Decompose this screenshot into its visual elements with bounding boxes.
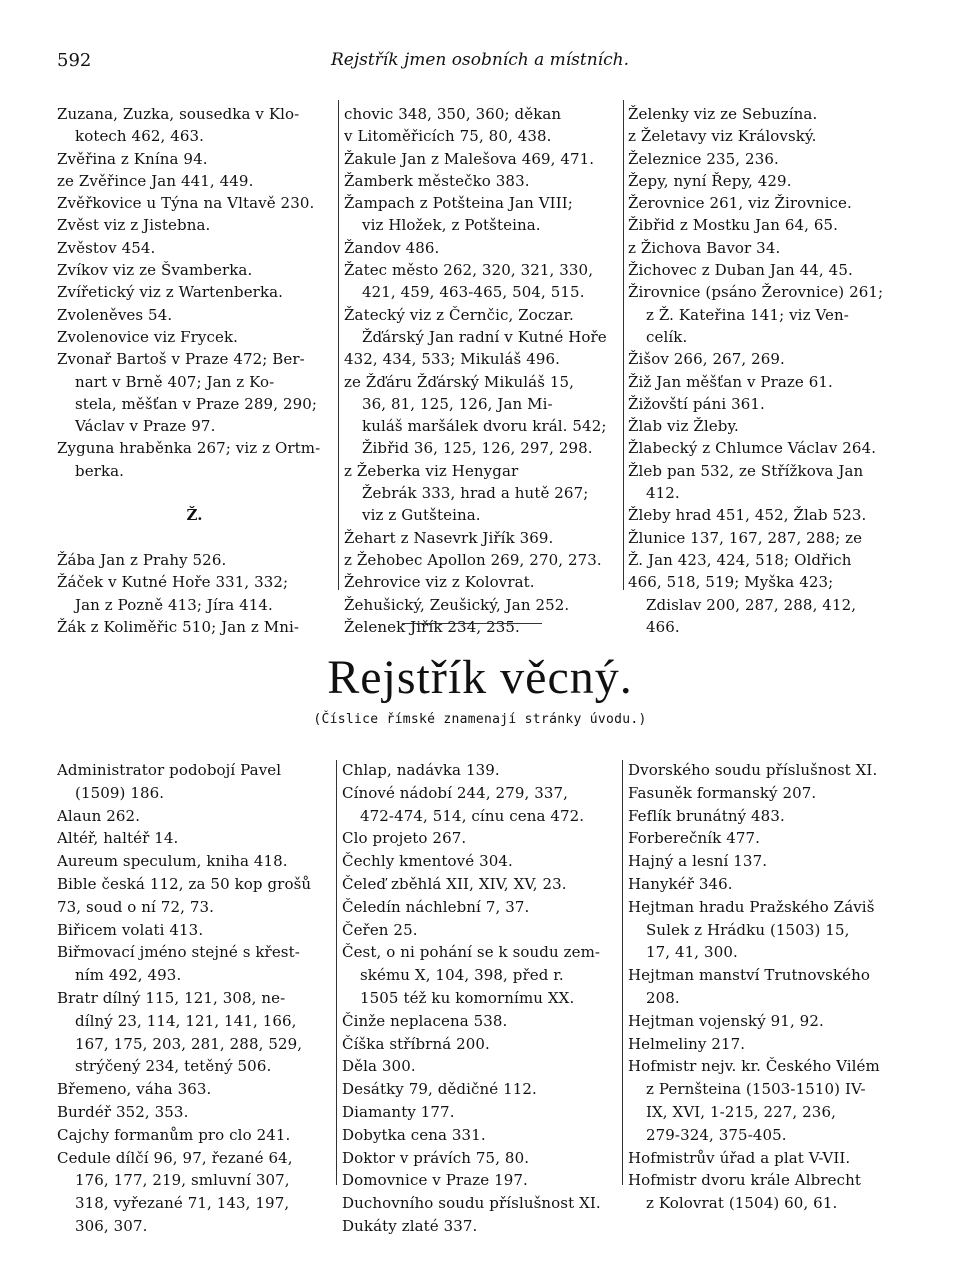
index-line: Domovnice v Praze 197.	[342, 1171, 528, 1190]
index-line: Zvolenovice viz Frycek.	[57, 327, 239, 346]
index-line: Biřmovací jméno stejné s křest-	[57, 943, 300, 962]
index-line: Zvířetický viz z Wartenberka.	[57, 283, 284, 302]
index-line: Žakule Jan z Malešova 469, 471.	[344, 149, 595, 168]
index-line: Čeledín náchlební 7, 37.	[342, 897, 530, 916]
index-line: Zvoleněves 54.	[57, 305, 173, 324]
index-line: 432, 434, 533; Mikuláš 496.	[344, 350, 560, 369]
index-line: Žiž Jan měšťan v Praze 61.	[628, 372, 833, 391]
section-letter-heading: Ž.	[186, 506, 203, 525]
index-line: Alaun 262.	[57, 806, 141, 825]
index-line: 1505 též ku komornímu XX.	[360, 988, 575, 1007]
index-line: Zvonař Bartoš v Praze 472; Ber-	[57, 350, 305, 369]
index-line: Zdislav 200, 287, 288, 412,	[646, 595, 857, 614]
index-line: Helmeliny 217.	[628, 1034, 746, 1053]
index-line: Žirovnice (psáno Žerovnice) 261;	[628, 283, 884, 302]
index-line: Desátky 79, dědičné 112.	[342, 1080, 537, 1099]
index-line: nart v Brně 407; Jan z Ko-	[75, 372, 275, 391]
index-line: Ž. Jan 423, 424, 518; Oldřich	[628, 550, 852, 569]
index-line: Hejtman manství Trutnovského	[628, 966, 871, 985]
index-line: ze Žďáru Žďárský Mikuláš 15,	[344, 372, 575, 391]
index-line: Žišov 266, 267, 269.	[628, 350, 785, 369]
index-line: Železnice 235, 236.	[628, 149, 779, 168]
index-line: Fasuněk formanský 207.	[628, 783, 817, 802]
index-line: Zuzana, Zuzka, sousedka v Klo-	[57, 105, 300, 123]
index-line: Čest, o ni pohání se k soudu zem-	[342, 943, 601, 962]
index-line: IX, XVI, 1-215, 227, 236,	[646, 1102, 836, 1121]
index-line: Zvěřkovice u Týna na Vltavě 230.	[57, 194, 315, 213]
index-line	[57, 527, 332, 549]
index-line: z Pernšteina (1503-1510) IV-	[646, 1080, 866, 1099]
index-line: Žerovnice 261, viz Žirovnice.	[628, 194, 852, 213]
index-line: Bratr dílný 115, 121, 308, ne-	[57, 988, 286, 1007]
index-line: Žehart z Nasevrk Jiřík 369.	[344, 528, 554, 547]
names-index-column-2	[344, 103, 619, 638]
page-number: 592	[57, 50, 92, 71]
index-line: Žampach z Potšteina Jan VIII;	[344, 194, 573, 213]
index-line: Žandov 486.	[344, 238, 440, 257]
index-line: stela, měšťan v Praze 289, 290;	[75, 394, 318, 413]
running-title: Rejstřík jmen osobních a místních.	[330, 50, 629, 70]
index-line: 176, 177, 219, smluvní 307,	[75, 1171, 290, 1190]
index-line: 306, 307.	[75, 1216, 148, 1235]
subject-index-column-3	[628, 759, 906, 1215]
index-line: Žibřid z Mostku Jan 64, 65.	[628, 216, 839, 235]
index-line: Žába Jan z Prahy 526.	[57, 550, 227, 569]
index-line: z Ž. Kateřina 141; viz Ven-	[646, 305, 849, 324]
index-line: 17, 41, 300.	[646, 943, 738, 962]
index-line: z Žehobec Apollon 269, 270, 273.	[344, 550, 602, 569]
index-line: Hejtman vojenský 91, 92.	[628, 1011, 824, 1030]
index-line: Chlap, nadávka 139.	[342, 761, 500, 779]
index-line: z Žichova Bavor 34.	[628, 238, 781, 257]
index-line: z Žeberka viz Henygar	[344, 461, 519, 480]
index-line: Zvěstov 454.	[57, 238, 156, 257]
index-line: Forberečník 477.	[628, 829, 761, 848]
index-line: Žehušický, Zeušický, Jan 252.	[344, 595, 570, 614]
index-line: Dobytka cena 331.	[342, 1125, 486, 1144]
index-line: Žatec město 262, 320, 321, 330,	[344, 261, 594, 280]
index-line: Zvíkov viz ze Švamberka.	[57, 261, 253, 280]
section-separator	[402, 623, 542, 624]
index-line: Žleb pan 532, ze Střížkova Jan	[628, 461, 864, 480]
column-divider	[336, 760, 337, 1185]
column-divider	[622, 760, 623, 1185]
index-line: Feflík brunátný 483.	[628, 806, 785, 825]
index-line: Altéř, haltéř 14.	[57, 829, 179, 848]
index-line: Želenky viz ze Sebuzína.	[628, 105, 818, 123]
index-line: Hejtman hradu Pražského Záviš	[628, 897, 875, 916]
index-line: Žižovští páni 361.	[628, 394, 765, 413]
index-line: Číška stříbrná 200.	[342, 1034, 490, 1053]
index-line: Činže neplacena 538.	[342, 1011, 508, 1030]
subject-index-column-2	[342, 759, 620, 1238]
index-line: skému X, 104, 398, před r.	[360, 966, 564, 985]
index-line: ním 492, 493.	[75, 966, 182, 985]
index-line: viz z Gutšteina.	[362, 506, 481, 525]
index-line: Žlunice 137, 167, 287, 288; ze	[628, 528, 863, 547]
index-line: Sulek z Hrádku (1503) 15,	[646, 920, 850, 939]
subject-index-note: (Číslice římské znamenají stránky úvodu.)	[313, 712, 647, 727]
index-line: ze Zvěřince Jan 441, 449.	[57, 171, 254, 190]
index-line: Biřicem volati 413.	[57, 920, 204, 939]
subject-index-title: Rejstřík věcný.	[327, 651, 633, 704]
index-line: kotech 462, 463.	[75, 127, 205, 146]
index-line: berka.	[75, 461, 125, 480]
index-line: Žatecký viz z Černčic, Zoczar.	[344, 305, 574, 324]
index-line: Bible česká 112, za 50 kop grošů	[57, 874, 312, 893]
index-line: Žehrovice viz z Kolovrat.	[344, 573, 535, 592]
index-line: Cínové nádobí 244, 279, 337,	[342, 783, 569, 802]
index-line: Burdéř 352, 353.	[57, 1102, 189, 1121]
index-line: Hajný a lesní 137.	[628, 852, 768, 871]
index-line: Žichovec z Duban Jan 44, 45.	[628, 261, 853, 280]
index-line: Zyguna hraběnka 267; viz z Ortm-	[57, 439, 321, 458]
index-line: Jan z Pozně 413; Jíra 414.	[75, 595, 273, 614]
index-line	[57, 482, 332, 504]
index-line: Aureum speculum, kniha 418.	[57, 852, 288, 871]
index-line: 279-324, 375-405.	[646, 1125, 787, 1144]
index-line: Zvěst viz z Jistebna.	[57, 216, 211, 235]
index-line: z Želetavy viz Královský.	[628, 127, 817, 146]
index-line: dílný 23, 114, 121, 141, 166,	[75, 1011, 297, 1030]
names-index-column-3	[628, 103, 903, 638]
index-line: 167, 175, 203, 281, 288, 529,	[75, 1034, 303, 1053]
index-line: chovic 348, 350, 360; děkan	[344, 105, 562, 123]
index-line: Duchovního soudu příslušnost XI.	[342, 1194, 601, 1213]
index-line: 208.	[646, 988, 680, 1007]
index-line: Žlabecký z Chlumce Václav 264.	[628, 439, 877, 458]
index-line: 466, 518, 519; Myška 423;	[628, 573, 834, 592]
index-line: Žibřid 36, 125, 126, 297, 298.	[362, 439, 593, 458]
index-line: Čechly kmentové 304.	[342, 852, 513, 871]
index-line: Cajchy formanům pro clo 241.	[57, 1125, 291, 1144]
index-line: Čeřen 25.	[342, 920, 418, 939]
index-line: celík.	[646, 327, 688, 346]
index-line: kuláš maršálek dvoru král. 542;	[362, 417, 607, 436]
index-line: Dvorského soudu příslušnost XI.	[628, 761, 878, 779]
index-line: 412.	[646, 484, 680, 503]
index-line: z Kolovrat (1504) 60, 61.	[646, 1194, 838, 1213]
column-divider	[623, 100, 624, 590]
index-line: Želenek Jiřík 234, 235.	[344, 617, 520, 636]
index-line: Břemeno, váha 363.	[57, 1080, 212, 1099]
index-line: 36, 81, 125, 126, Jan Mi-	[362, 394, 553, 413]
index-line: Hanykéř 346.	[628, 874, 733, 893]
index-line: Žebrák 333, hrad a hutě 267;	[362, 484, 589, 503]
index-line: Čeleď zběhlá XII, XIV, XV, 23.	[342, 874, 567, 893]
index-line: Hofmistrův úřad a plat V-VII.	[628, 1148, 851, 1167]
index-line: Zvěřina z Knína 94.	[57, 149, 208, 168]
index-line: viz Hložek, z Potšteina.	[362, 216, 541, 235]
index-line: 472-474, 514, cínu cena 472.	[360, 806, 585, 825]
index-line: Administrator podobojí Pavel	[57, 761, 282, 779]
index-line: v Litoměřicích 75, 80, 438.	[344, 127, 552, 146]
index-line: Václav v Praze 97.	[75, 417, 216, 436]
subject-index-column-1	[57, 759, 335, 1238]
index-line: 466.	[646, 617, 680, 636]
index-line: Žák z Koliměřic 510; Jan z Mni-	[57, 617, 300, 636]
names-index-column-1	[57, 103, 332, 638]
index-line: Žepy, nyní Řepy, 429.	[628, 171, 792, 190]
index-line: 318, vyřezané 71, 143, 197,	[75, 1194, 290, 1213]
index-line: Žlab viz Žleby.	[628, 417, 739, 436]
index-line: 421, 459, 463-465, 504, 515.	[362, 283, 585, 302]
index-line: Žďárský Jan radní v Kutné Hoře	[362, 327, 607, 346]
index-line: Diamanty 177.	[342, 1102, 455, 1121]
index-line: (1509) 186.	[75, 783, 165, 802]
index-line: Hofmistr nejv. kr. Českého Vilém	[628, 1057, 880, 1076]
index-line: Hofmistr dvoru krále Albrecht	[628, 1171, 861, 1190]
index-line: Doktor v právích 75, 80.	[342, 1148, 530, 1167]
index-line: Dukáty zlaté 337.	[342, 1216, 478, 1235]
index-line: Žamberk městečko 383.	[344, 171, 530, 190]
column-divider	[338, 100, 339, 590]
index-line: strýčený 234, tetěný 506.	[75, 1057, 272, 1076]
index-line: Žáček v Kutné Hoře 331, 332;	[57, 573, 289, 592]
index-line: 73, soud o ní 72, 73.	[57, 897, 214, 916]
index-line: Clo projeto 267.	[342, 829, 467, 848]
index-line: Cedule dílčí 96, 97, řezané 64,	[57, 1148, 293, 1167]
index-line: Žleby hrad 451, 452, Žlab 523.	[628, 506, 867, 525]
index-line: Děla 300.	[342, 1057, 416, 1076]
